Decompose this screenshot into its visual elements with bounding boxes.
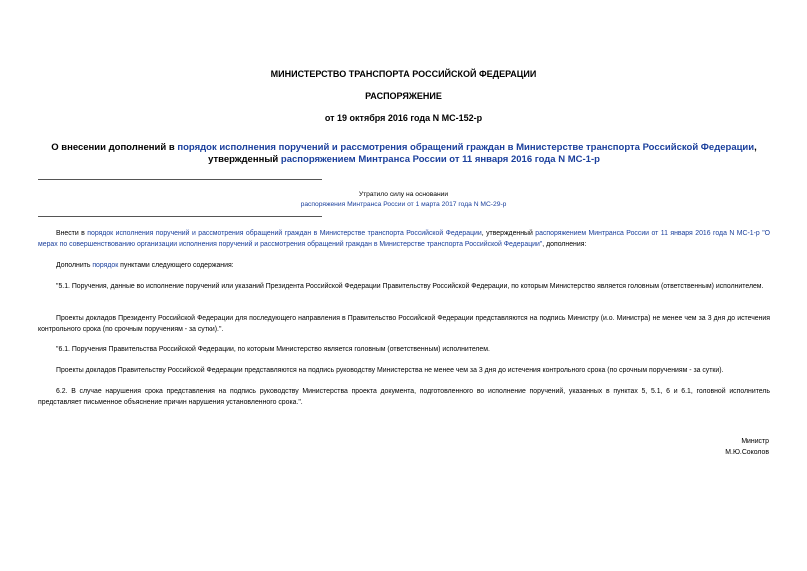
repeal-notice	[270, 190, 537, 210]
paragraph-introduction	[38, 229, 770, 250]
paragraph-government-reports: Проекты докладов Правительству Российской Федерации представляются на подпись руководству Министерства не менее чем за 3 дня до истечения контрольного срока (по срочным поручениям - за сутки).	[56, 367, 724, 374]
p1-link-procedure[interactable]: порядок исполнения поручений и рассмотрения обращений граждан в Министерстве транспорта Российской Федерации	[87, 230, 482, 237]
title-text-1: О внесении дополнений в	[51, 142, 178, 153]
document-title	[36, 142, 772, 166]
p1-link-order[interactable]: распоряжением Минтранса России от 11 января 2016 года N МС-1-р "О мерах по совершенствованию организации исполнения поручений и рассмотрения обращений граждан в Министерстве транспорта Российской Федерации"	[38, 230, 771, 248]
repeal-notice-text: Утратило силу на основании	[358, 191, 449, 198]
signature-position: Министр	[741, 438, 769, 445]
title-text-2: , утвержденный	[208, 142, 757, 165]
divider-bottom	[38, 216, 322, 217]
p1-text-c: , дополнения:	[542, 240, 587, 248]
ministry-heading: МИНИСТЕРСТВО ТРАНСПОРТА РОССИЙСКОЙ ФЕДЕРАЦИИ	[270, 69, 537, 79]
paragraph-supplement	[38, 261, 770, 272]
title-link-order[interactable]: распоряжением Минтранса России от 11 января 2016 года N МС-1-р	[280, 154, 600, 165]
p1-text-a: Внести в	[56, 230, 88, 237]
repeal-notice-link[interactable]: распоряжения Минтранса России от 1 марта 2017 года N МС-29-р	[300, 201, 507, 208]
p2-text-b: пунктами следующего содержания:	[118, 262, 234, 269]
paragraph-president-reports: Проекты докладов Президенту Российской Федерации для последующего направления в Правительство Российской Федерации представляются на подпись Министру (и.о. Министра) не менее чем за 3 дня до истечения контрольного срока (по срочным поручениям - за сутки).".	[38, 315, 770, 333]
p2-link-procedure[interactable]: порядок	[92, 262, 119, 269]
paragraph-6-1: "6.1. Поручения Правительства Российской Федерации, по которым Министерство является головным (ответственным) исполнителем.	[56, 346, 490, 353]
document-date-heading: от 19 октября 2016 года N МС-152-р	[324, 113, 483, 123]
paragraph-6-2: 6.2. В случае нарушения срока представления на подпись руководству Министерства проекта документа, подготовленного во исполнение поручений, указанных в пунктах 5, 5.1, 6 и 6.1, головной исполнитель представляет письменное объяснение причин нарушения установленного срока.".	[38, 388, 770, 406]
divider-top	[38, 179, 322, 180]
signature-name: М.Ю.Соколов	[725, 449, 769, 456]
document-type-heading: РАСПОРЯЖЕНИЕ	[365, 91, 442, 101]
title-link-procedure[interactable]: порядок исполнения поручений и рассмотрения обращений граждан в Министерстве транспорта Российской Федерации	[177, 142, 755, 153]
p1-text-b: , утвержденный	[481, 230, 536, 237]
paragraph-5-1: "5.1. Поручения, данные во исполнение поручений или указаний Президента Российской Федерации Правительству Российской Федерации, по которым Министерство является головным (ответственным) исполнителем.	[56, 283, 764, 290]
p2-text-a: Дополнить	[56, 262, 93, 269]
